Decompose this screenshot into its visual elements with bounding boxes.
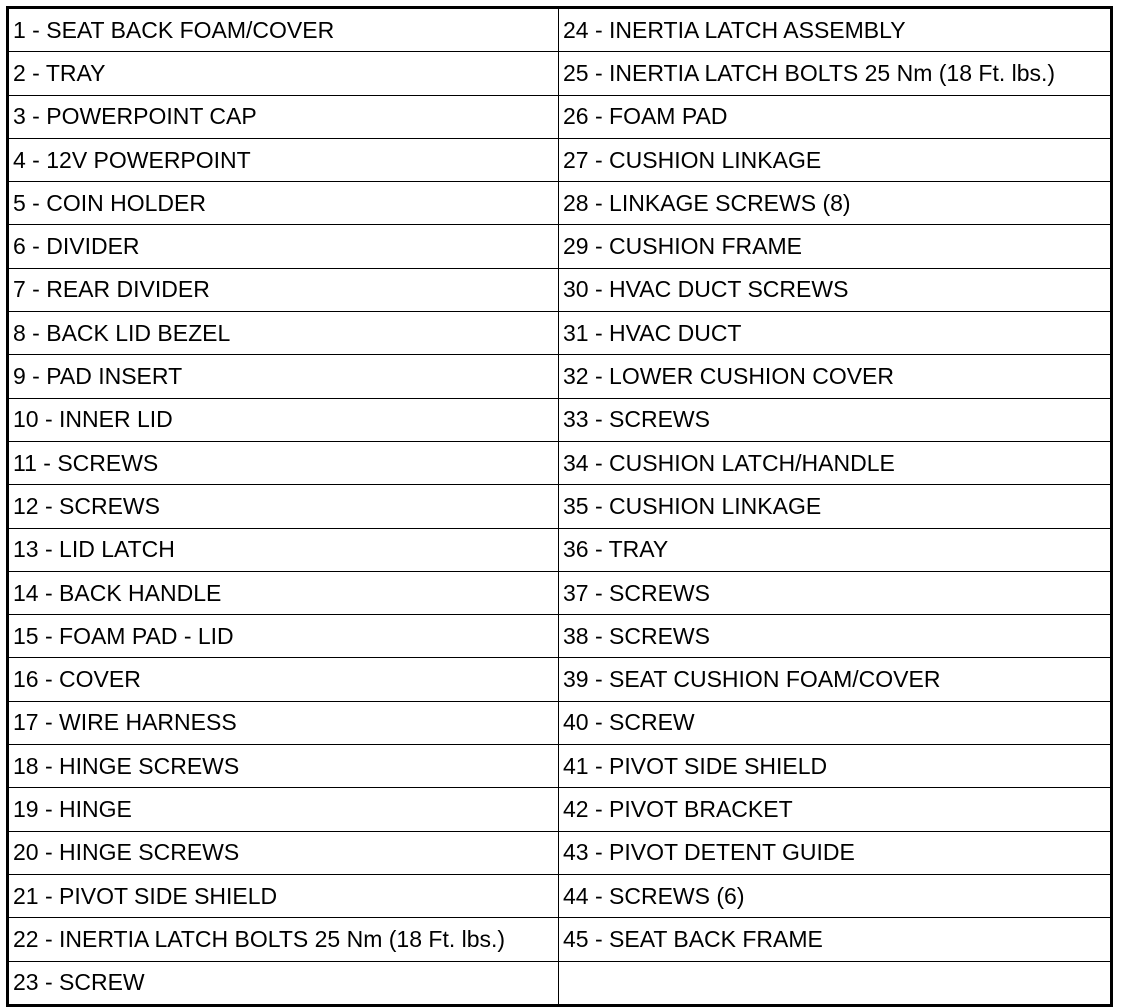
table-row — [8, 312, 1112, 355]
table-row — [8, 95, 1112, 138]
legend-item: 39 - SEAT CUSHION FOAM/COVER — [559, 658, 1112, 701]
table-row — [8, 268, 1112, 311]
legend-item: 41 - PIVOT SIDE SHIELD — [559, 745, 1112, 788]
table-row — [8, 831, 1112, 874]
empty-cell — [559, 961, 1112, 1005]
legend-item: 27 - CUSHION LINKAGE — [559, 138, 1112, 181]
legend-item: 36 - TRAY — [559, 528, 1112, 571]
legend-item: 21 - PIVOT SIDE SHIELD — [8, 874, 559, 917]
legend-item: 42 - PIVOT BRACKET — [559, 788, 1112, 831]
legend-item: 31 - HVAC DUCT — [559, 312, 1112, 355]
legend-item: 20 - HINGE SCREWS — [8, 831, 559, 874]
table-row — [8, 52, 1112, 95]
legend-item: 13 - LID LATCH — [8, 528, 559, 571]
legend-item: 35 - CUSHION LINKAGE — [559, 485, 1112, 528]
legend-item: 23 - SCREW — [8, 961, 559, 1005]
legend-item: 25 - INERTIA LATCH BOLTS 25 Nm (18 Ft. lbs.) — [559, 52, 1112, 95]
legend-item: 1 - SEAT BACK FOAM/COVER — [8, 8, 559, 52]
legend-item: 17 - WIRE HARNESS — [8, 701, 559, 744]
table-row — [8, 961, 1112, 1005]
legend-item: 3 - POWERPOINT CAP — [8, 95, 559, 138]
table-row — [8, 528, 1112, 571]
legend-item: 30 - HVAC DUCT SCREWS — [559, 268, 1112, 311]
legend-item: 8 - BACK LID BEZEL — [8, 312, 559, 355]
legend-item: 44 - SCREWS (6) — [559, 874, 1112, 917]
table-row — [8, 441, 1112, 484]
legend-item: 18 - HINGE SCREWS — [8, 745, 559, 788]
table-row — [8, 398, 1112, 441]
legend-item: 26 - FOAM PAD — [559, 95, 1112, 138]
legend-item: 6 - DIVIDER — [8, 225, 559, 268]
legend-item: 4 - 12V POWERPOINT — [8, 138, 559, 181]
table-row — [8, 571, 1112, 614]
legend-item: 2 - TRAY — [8, 52, 559, 95]
legend-item: 38 - SCREWS — [559, 615, 1112, 658]
legend-item: 32 - LOWER CUSHION COVER — [559, 355, 1112, 398]
table-row — [8, 874, 1112, 917]
legend-item: 5 - COIN HOLDER — [8, 182, 559, 225]
legend-item: 29 - CUSHION FRAME — [559, 225, 1112, 268]
legend-item: 28 - LINKAGE SCREWS (8) — [559, 182, 1112, 225]
legend-item: 45 - SEAT BACK FRAME — [559, 918, 1112, 961]
legend-item: 15 - FOAM PAD - LID — [8, 615, 559, 658]
legend-item: 9 - PAD INSERT — [8, 355, 559, 398]
table-row — [8, 182, 1112, 225]
legend-item: 7 - REAR DIVIDER — [8, 268, 559, 311]
legend-item: 10 - INNER LID — [8, 398, 559, 441]
legend-item: 16 - COVER — [8, 658, 559, 701]
legend-item: 19 - HINGE — [8, 788, 559, 831]
table-row — [8, 355, 1112, 398]
table-row — [8, 8, 1112, 52]
legend-item: 34 - CUSHION LATCH/HANDLE — [559, 441, 1112, 484]
table-row — [8, 138, 1112, 181]
table-row — [8, 918, 1112, 961]
legend-item: 40 - SCREW — [559, 701, 1112, 744]
legend-item: 33 - SCREWS — [559, 398, 1112, 441]
table-row — [8, 225, 1112, 268]
legend-item: 22 - INERTIA LATCH BOLTS 25 Nm (18 Ft. lbs.) — [8, 918, 559, 961]
table-row — [8, 658, 1112, 701]
table-row — [8, 701, 1112, 744]
legend-item: 12 - SCREWS — [8, 485, 559, 528]
table-row — [8, 615, 1112, 658]
legend-item: 14 - BACK HANDLE — [8, 571, 559, 614]
table-row — [8, 745, 1112, 788]
parts-legend-table — [6, 6, 1113, 1007]
table-row — [8, 485, 1112, 528]
legend-item: 24 - INERTIA LATCH ASSEMBLY — [559, 8, 1112, 52]
legend-item: 43 - PIVOT DETENT GUIDE — [559, 831, 1112, 874]
table-row — [8, 788, 1112, 831]
legend-item: 37 - SCREWS — [559, 571, 1112, 614]
legend-item: 11 - SCREWS — [8, 441, 559, 484]
